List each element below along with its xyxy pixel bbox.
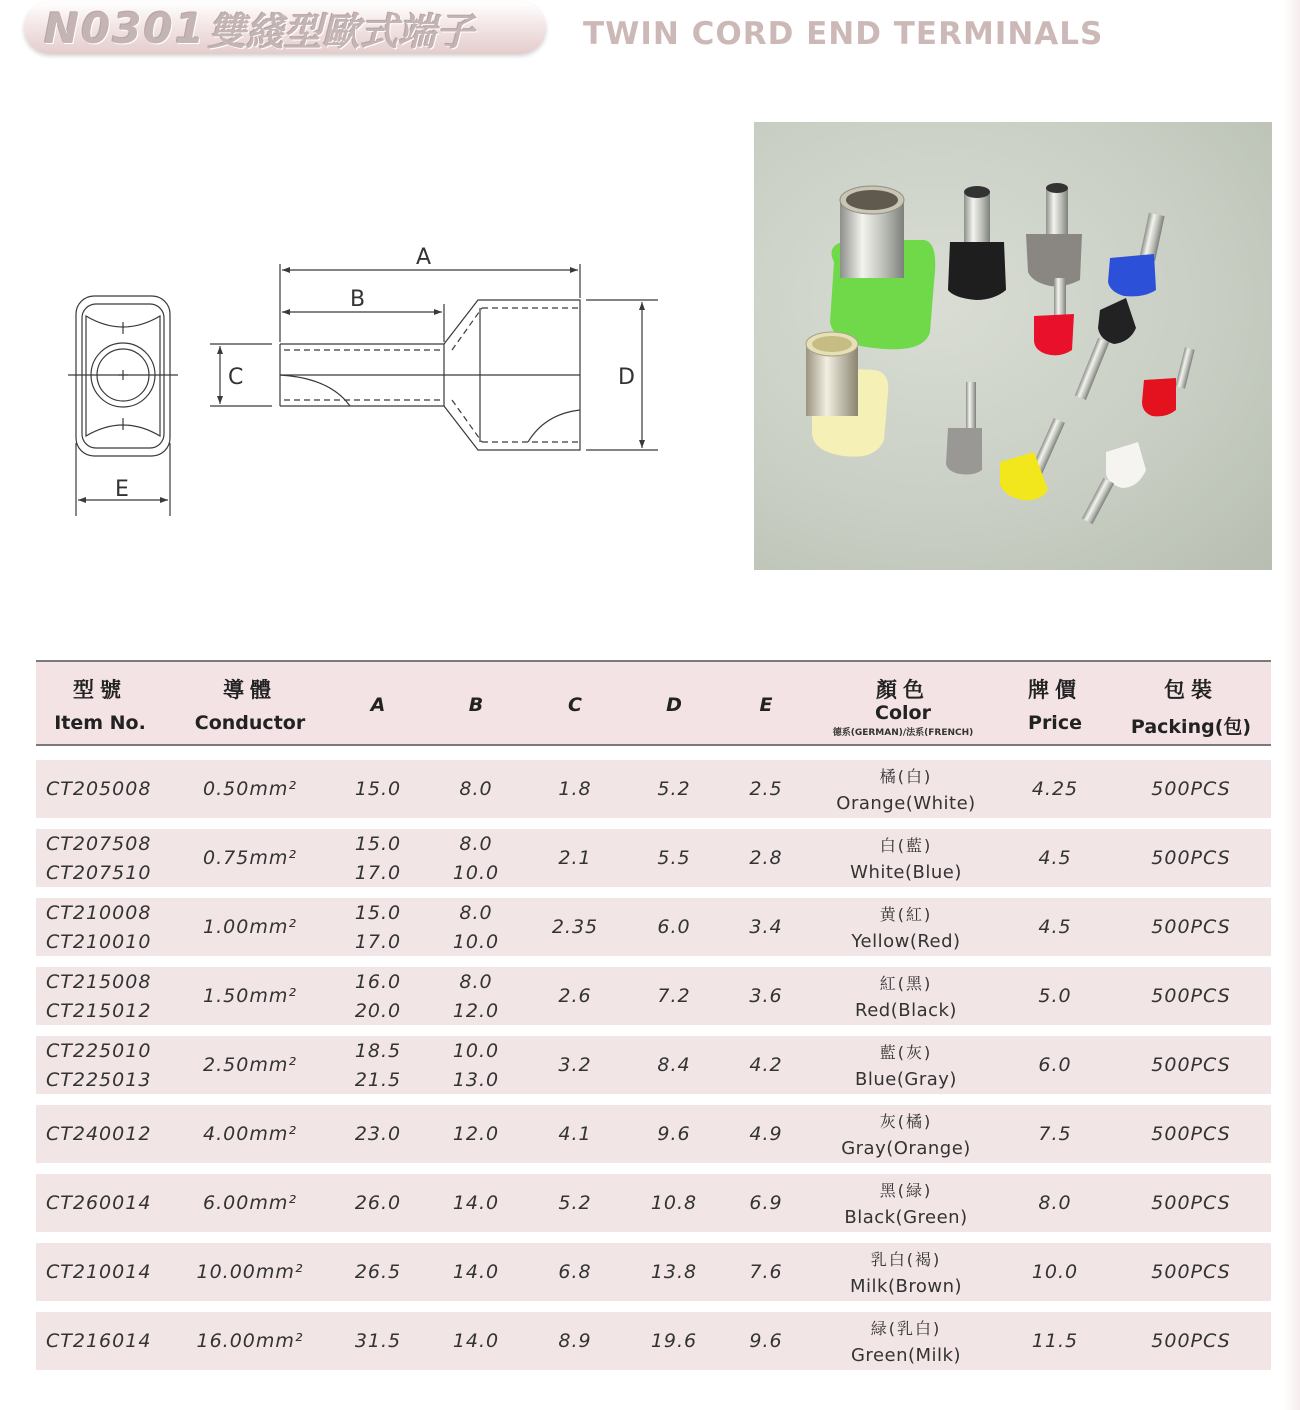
- conductor: 4.00mm²: [203, 1123, 297, 1145]
- dim-c: 2.6: [558, 985, 592, 1007]
- dim-e: 7.6: [749, 1261, 783, 1283]
- header-e: E: [759, 694, 773, 716]
- dim-a: 26.0: [354, 1192, 402, 1214]
- dim-a: 18.5 21.5: [354, 1040, 402, 1091]
- dim-e: 4.2: [749, 1054, 783, 1076]
- header-a: A: [370, 694, 386, 716]
- page-edge-strip: [1284, 0, 1300, 1410]
- dim-label-e: E: [115, 477, 129, 502]
- packing: 500PCS: [1151, 985, 1231, 1007]
- item-no: CT207508 CT207510: [46, 833, 152, 884]
- conductor: 1.00mm²: [203, 916, 297, 938]
- dim-b: 8.0 10.0: [452, 902, 500, 953]
- header-price: 牌價 Price: [1028, 678, 1082, 734]
- conductor: 16.00mm²: [196, 1330, 304, 1352]
- conductor: 1.50mm²: [203, 985, 297, 1007]
- packing: 500PCS: [1151, 1330, 1231, 1352]
- dim-d: 19.6: [650, 1330, 698, 1352]
- dim-e: 2.8: [749, 847, 783, 869]
- dim-a: 15.0: [354, 778, 402, 800]
- green-ferrule: [830, 186, 935, 349]
- dim-b: 14.0: [452, 1330, 500, 1352]
- item-no: CT210014: [46, 1261, 152, 1283]
- white-ferrule: [1082, 442, 1146, 524]
- dim-d: 13.8: [650, 1261, 698, 1283]
- color: 紅(黑) Red(Black): [855, 974, 957, 1021]
- packing: 500PCS: [1151, 1123, 1231, 1145]
- price: 6.0: [1038, 1054, 1072, 1076]
- dim-d: 9.6: [657, 1123, 691, 1145]
- dim-label-a: A: [416, 245, 432, 270]
- conductor: 0.50mm²: [203, 778, 297, 800]
- color: 白(藍) White(Blue): [850, 836, 962, 883]
- red-ferrule: [1034, 278, 1074, 355]
- color: 灰(橘) Gray(Orange): [841, 1112, 971, 1159]
- table-row: [36, 1174, 1271, 1232]
- item-no: CT260014: [46, 1192, 152, 1214]
- dim-d: 7.2: [657, 985, 691, 1007]
- dim-a: 23.0: [354, 1123, 402, 1145]
- packing: 500PCS: [1151, 778, 1231, 800]
- dim-a: 15.0 17.0: [354, 902, 402, 953]
- title-banner: [24, 2, 546, 54]
- dim-label-b: B: [350, 287, 366, 312]
- dim-d: 6.0: [657, 916, 691, 938]
- dim-d: 8.4: [657, 1054, 691, 1076]
- item-no: CT205008: [46, 778, 152, 800]
- dimension-drawing: [60, 238, 680, 528]
- dim-a: 26.5: [354, 1261, 402, 1283]
- price: 4.5: [1038, 847, 1072, 869]
- dim-c: 2.35: [551, 916, 599, 938]
- dim-d: 5.5: [657, 847, 691, 869]
- table-row: [36, 1105, 1271, 1163]
- item-no: CT215008 CT215012: [46, 971, 152, 1022]
- packing: 500PCS: [1151, 1192, 1231, 1214]
- conductor: 6.00mm²: [203, 1192, 297, 1214]
- price: 10.0: [1031, 1261, 1079, 1283]
- cream-ferrule: [806, 332, 888, 457]
- header-packing: 包裝 Packing(包): [1130, 678, 1252, 738]
- dim-e: 9.6: [749, 1330, 783, 1352]
- table-body: [36, 746, 1271, 1386]
- product-title-en: TWIN CORD END TERMINALS: [583, 16, 1104, 52]
- color: 緑(乳白) Green(Milk): [850, 1319, 961, 1366]
- table-row: [36, 1312, 1271, 1370]
- packing: 500PCS: [1151, 847, 1231, 869]
- color: 黄(紅) Yellow(Red): [851, 905, 961, 952]
- packing: 500PCS: [1151, 1261, 1231, 1283]
- dim-e: 3.6: [749, 985, 783, 1007]
- dim-b: 8.0 12.0: [452, 971, 500, 1022]
- price: 4.5: [1038, 916, 1072, 938]
- price: 5.0: [1038, 985, 1072, 1007]
- dim-a: 15.0 17.0: [354, 833, 402, 884]
- dim-b: 10.0 13.0: [452, 1040, 500, 1091]
- packing: 500PCS: [1151, 916, 1231, 938]
- color: 橘(白) Orange(White): [836, 767, 976, 814]
- price: 4.25: [1031, 778, 1079, 800]
- product-title-zh: 雙綫型歐式端子: [208, 8, 475, 54]
- header-item-no: 型號 Item No.: [54, 678, 146, 734]
- dim-b: 14.0: [452, 1261, 500, 1283]
- gray-small-ferrule: [946, 382, 982, 475]
- color: 黑(緑) Black(Green): [844, 1181, 968, 1228]
- price: 8.0: [1038, 1192, 1072, 1214]
- price: 11.5: [1031, 1330, 1079, 1352]
- dim-label-c: C: [228, 365, 244, 390]
- spec-table: [36, 660, 1271, 1386]
- yellow-ferrule: [1000, 418, 1065, 500]
- dim-c: 8.9: [558, 1330, 592, 1352]
- dim-label-d: D: [618, 365, 635, 390]
- header-conductor: 導體 Conductor: [194, 678, 306, 734]
- dim-d: 10.8: [650, 1192, 698, 1214]
- product-code: N0301: [44, 3, 207, 53]
- table-row: [36, 1036, 1271, 1094]
- dim-e: 3.4: [749, 916, 783, 938]
- dim-b: 14.0: [452, 1192, 500, 1214]
- item-no: CT210008 CT210010: [46, 902, 152, 953]
- color: 乳白(褐) Milk(Brown): [850, 1250, 962, 1297]
- dim-c: 6.8: [558, 1261, 592, 1283]
- side-view: [210, 245, 658, 450]
- color: 藍(灰) Blue(Gray): [855, 1043, 957, 1090]
- header-d: D: [666, 694, 682, 716]
- conductor: 2.50mm²: [203, 1054, 297, 1076]
- table-row: [36, 967, 1271, 1025]
- dim-e: 4.9: [749, 1123, 783, 1145]
- table-row: [36, 829, 1271, 887]
- dim-a: 16.0 20.0: [354, 971, 402, 1022]
- item-no: CT240012: [46, 1123, 152, 1145]
- product-photo: [754, 122, 1272, 570]
- header-color: 顏色 Color 德系(GERMAN)/法系(FRENCH): [832, 678, 974, 738]
- dim-c: 1.8: [558, 778, 592, 800]
- end-view: [68, 296, 178, 516]
- black-ferrule: [948, 186, 1006, 300]
- dim-b: 12.0: [452, 1123, 500, 1145]
- table-row: [36, 760, 1271, 818]
- item-no: CT216014: [46, 1330, 152, 1352]
- dim-c: 4.1: [558, 1123, 592, 1145]
- header-b: B: [468, 694, 484, 716]
- table-row: [36, 1243, 1271, 1301]
- blue-ferrule: [1108, 213, 1165, 297]
- dim-b: 8.0: [459, 778, 493, 800]
- item-no: CT225010 CT225013: [46, 1040, 152, 1091]
- dim-a: 31.5: [354, 1330, 402, 1352]
- table-header: [36, 660, 1271, 746]
- red-ferrule-right: [1142, 347, 1195, 416]
- black-long-ferrule: [1075, 298, 1136, 400]
- dim-e: 6.9: [749, 1192, 783, 1214]
- dim-b: 8.0 10.0: [452, 833, 500, 884]
- dim-e: 2.5: [749, 778, 783, 800]
- dim-d: 5.2: [657, 778, 691, 800]
- header-c: C: [568, 694, 582, 716]
- conductor: 10.00mm²: [196, 1261, 304, 1283]
- conductor: 0.75mm²: [203, 847, 297, 869]
- price: 7.5: [1038, 1123, 1072, 1145]
- dim-c: 2.1: [558, 847, 592, 869]
- dim-c: 3.2: [558, 1054, 592, 1076]
- gray-ferrule: [1026, 183, 1082, 286]
- packing: 500PCS: [1151, 1054, 1231, 1076]
- dim-c: 5.2: [558, 1192, 592, 1214]
- table-row: [36, 898, 1271, 956]
